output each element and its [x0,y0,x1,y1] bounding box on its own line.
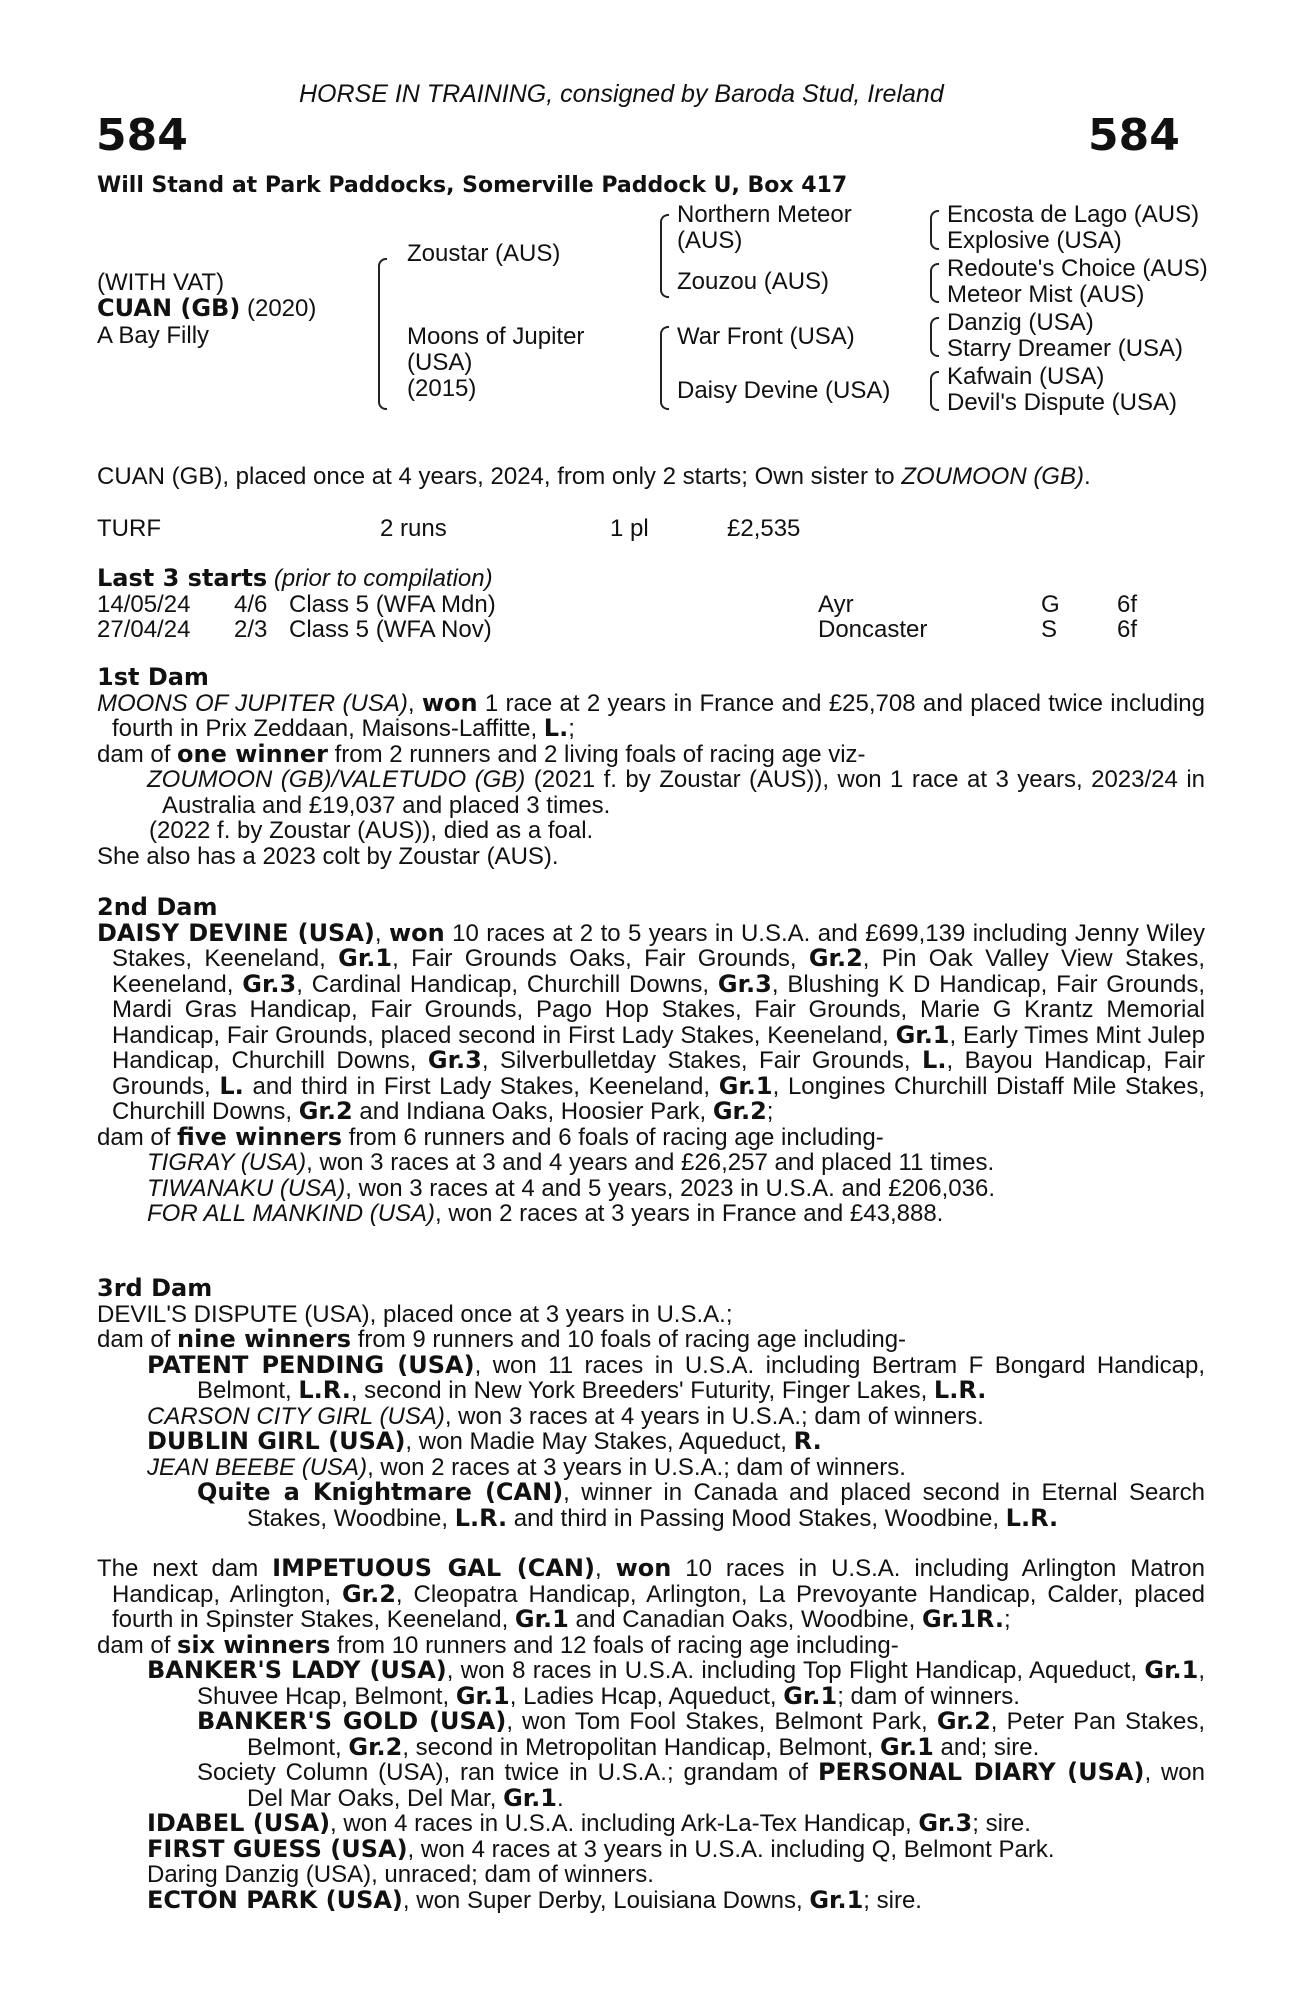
sire-dam: Zouzou (AUS) [677,268,830,295]
brace-sire [660,214,669,298]
dsd: Starry Dreamer (USA) [947,335,1184,362]
table-row [97,617,1197,643]
start-position: 4/6 [234,591,268,618]
list-item: CARSON CITY GIRL (USA), won 3 races at 4 years in U.S.A.; dam of winners. [147,1402,984,1430]
dss: Danzig (USA) [947,309,1094,336]
list-item: DUBLIN GIRL (USA), won Madie May Stakes, Aqueduct, R. [147,1427,822,1455]
start-going: G [1041,591,1060,618]
list-item: TIGRAY (USA), won 3 races at 3 and 4 years and £26,257 and placed 11 times. [147,1149,995,1176]
brace-ds [930,317,939,357]
record-runs: 2 runs [380,515,447,542]
start-course: Doncaster [818,616,928,643]
start-distance: 6f [1117,616,1138,643]
table-row [97,592,1197,618]
vat-label: (WITH VAT) [97,269,225,296]
brace-dd [930,371,939,411]
record-surface: TURF [97,515,161,542]
last-starts-heading [97,566,493,592]
location-line: Will Stand at Park Paddocks, Somerville Paddock U, Box 417 [97,173,848,198]
summary-end: . [1083,463,1091,490]
consignment-line: HORSE IN TRAINING, consigned by Baroda Stud, Ireland [299,80,944,108]
ssd: Explosive (USA) [947,227,1122,254]
next-dam-text: The next dam IMPETUOUS GAL (CAN), won 10 races in U.S.A. including Arlington Matron Handicap, Arlington, Gr.2, Cleopatra Handicap, Arlington, La Prevoyante Handicap, Calder, placed fourth in Spinster Stakes, Keeneland, Gr.1 and Canadian Oaks, Woodbine, Gr.1R.; [97,1554,1206,1633]
summary-text: CUAN (GB), placed once at 4 years, 2024, from only 2 starts; Own sister to [97,463,902,490]
sire-sire-line1: Northern Meteor [677,201,852,228]
sire: Zoustar (AUS) [407,240,561,267]
brace-ss [930,210,939,250]
lot-number-right: 584 [1088,110,1180,161]
list-item: BANKER'S LADY (USA), won 8 races in U.S.A. including Top Flight Handicap, Aqueduct, Gr.1, Shuvee Hcap, Belmont, Gr.1, Ladies Hcap, Aqueduct, Gr.1; dam of winners. [147,1656,1206,1710]
list-item: BANKER'S GOLD (USA), won Tom Fool Stakes, Belmont Park, Gr.2, Peter Pan Stakes, Belmont, Gr.2, second in Metropolitan Handicap, Belmont, Gr.1 and; sire. [197,1707,1206,1761]
start-date: 27/04/24 [97,616,191,643]
second-dam-produce-intro: dam of five winners from 6 runners and 6 foals of racing age including- [97,1122,884,1151]
list-item: Society Column (USA), ran twice in U.S.A.; grandam of PERSONAL DIARY (USA), won Del Mar Oaks, Del Mar, Gr.1. [197,1758,1205,1812]
first-dam-heading: 1st Dam [97,663,209,691]
horse-description: A Bay Filly [97,322,210,349]
third-dam-heading: 3rd Dam [97,1274,213,1302]
dam-line1: Moons of Jupiter [407,323,585,350]
list-item: ECTON PARK (USA), won Super Derby, Louisiana Downs, Gr.1; sire. [147,1885,922,1914]
next-dam-produce-intro: dam of six winners from 10 runners and 12 foals of racing age including- [97,1630,899,1659]
brace-sd [930,263,939,303]
third-dam-line: DEVIL'S DISPUTE (USA), placed once at 3 years in U.S.A.; [97,1300,733,1328]
summary-sister: ZOUMOON (GB) [901,463,1084,490]
dam-line2: (USA) [407,349,473,376]
list-item: JEAN BEEBE (USA), won 2 races at 3 years in U.S.A.; dam of winners. [147,1453,906,1481]
start-distance: 6f [1117,591,1138,618]
first-dam-also: She also has a 2023 colt by Zoustar (AUS). [97,842,559,870]
second-dam-section [97,895,1205,1227]
sire-sire-line2: (AUS) [677,227,743,254]
dam-dam: Daisy Devine (USA) [677,377,891,404]
last-starts-title: Last 3 starts [97,564,268,592]
start-race: Class 5 (WFA Nov) [289,616,492,643]
start-course: Ayr [818,591,854,618]
start-going: S [1041,616,1058,643]
next-dam-section [97,1556,1205,1913]
summary-line [97,464,1091,490]
list-item: ZOUMOON (GB)/VALETUDO (GB) (2021 f. by Zoustar (AUS)), won 1 race at 3 years, 2023/24 in Australia and £19,037 and placed 3 times. [147,766,1206,819]
list-item: Daring Danzig (USA), unraced; dam of winners. [147,1861,654,1888]
third-dam-section [97,1276,1205,1531]
start-date: 14/05/24 [97,591,191,618]
ddd: Devil's Dispute (USA) [947,389,1177,416]
third-dam-produce-intro: dam of nine winners from 9 runners and 10 foals of racing age including- [97,1325,907,1353]
horse-year: (2020) [246,295,317,322]
first-dam-produce-intro: dam of one winner from 2 runners and 2 living foals of racing age viz- [97,739,866,768]
list-item: Quite a Knightmare (CAN), winner in Canada and placed second in Eternal Search Stakes, Woodbine, L.R. and third in Passing Mood Stakes, Woodbine, L.R. [197,1478,1205,1532]
second-dam-heading: 2nd Dam [97,893,218,921]
start-race: Class 5 (WFA Mdn) [289,591,496,618]
dam-line3: (2015) [407,375,477,402]
start-position: 2/3 [234,616,268,643]
sss: Encosta de Lago (AUS) [947,201,1200,228]
dam-sire: War Front (USA) [677,323,855,350]
dds: Kafwain (USA) [947,363,1105,390]
list-item: TIWANAKU (USA), won 3 races at 4 and 5 years, 2023 in U.S.A. and £206,036. [147,1174,995,1202]
lot-number-left: 584 [96,110,188,161]
list-item: FOR ALL MANKIND (USA), won 2 races at 3 years in France and £43,888. [147,1200,944,1227]
list-item: PATENT PENDING (USA), won 11 races in U.S.A. including Bertram F Bongard Handicap, Belmont, L.R., second in New York Breeders' Futurity, Finger Lakes, L.R. [147,1350,1205,1404]
record-placed: 1 pl [610,515,649,542]
brace-dam [660,326,669,410]
horse-name-line [97,296,316,322]
brace-main [378,258,387,410]
record-earnings: £2,535 [727,515,801,542]
horse-name: CUAN (GB) [97,294,241,322]
list-item: (2022 f. by Zoustar (AUS)), died as a foal. [149,817,594,844]
second-dam-text: DAISY DEVINE (USA), won 10 races at 2 to 5 years in U.S.A. and £699,139 including Jenny Wiley Stakes, Keeneland, Gr.1, Fair Grounds Oaks, Fair Grounds, Gr.2, Pin Oak Valley View Stakes, Keeneland, Gr.3, Cardinal Handicap, Churchill Downs, Gr.3, Blushing K D Handicap, Fair Grounds, Mardi Gras Handicap, Fair Grounds, Pago Hop Stakes, Fair Grounds, Marie G Krantz Memorial Handicap, Fair Grounds, placed second in First Lady Stakes, Keeneland, Gr.1, Early Times Mint Julep Handicap, Churchill Downs, Gr.3, Silverbulletday Stakes, Fair Grounds, L., Bayou Handicap, Fair Grounds, L. and third in First Lady Stakes, Keeneland, Gr.1, Longines Churchill Distaff Mile Stakes, Churchill Downs, Gr.2 and Indiana Oaks, Hoosier Park, Gr.2; [97,918,1206,1125]
sds: Redoute's Choice (AUS) [947,255,1208,282]
sdd: Meteor Mist (AUS) [947,281,1145,308]
first-dam-text: MOONS OF JUPITER (USA), won 1 race at 2 years in France and £25,708 and placed twice including fourth in Prix Zeddaan, Maisons-Laffitte, L.; [97,688,1205,742]
list-item: FIRST GUESS (USA), won 4 races at 3 years in U.S.A. including Q, Belmont Park. [147,1834,1055,1863]
first-dam-section [97,665,1205,869]
last-starts-note: (prior to compilation) [273,565,493,592]
list-item: IDABEL (USA), won 4 races in U.S.A. including Ark-La-Tex Handicap, Gr.3; sire. [147,1809,1031,1837]
